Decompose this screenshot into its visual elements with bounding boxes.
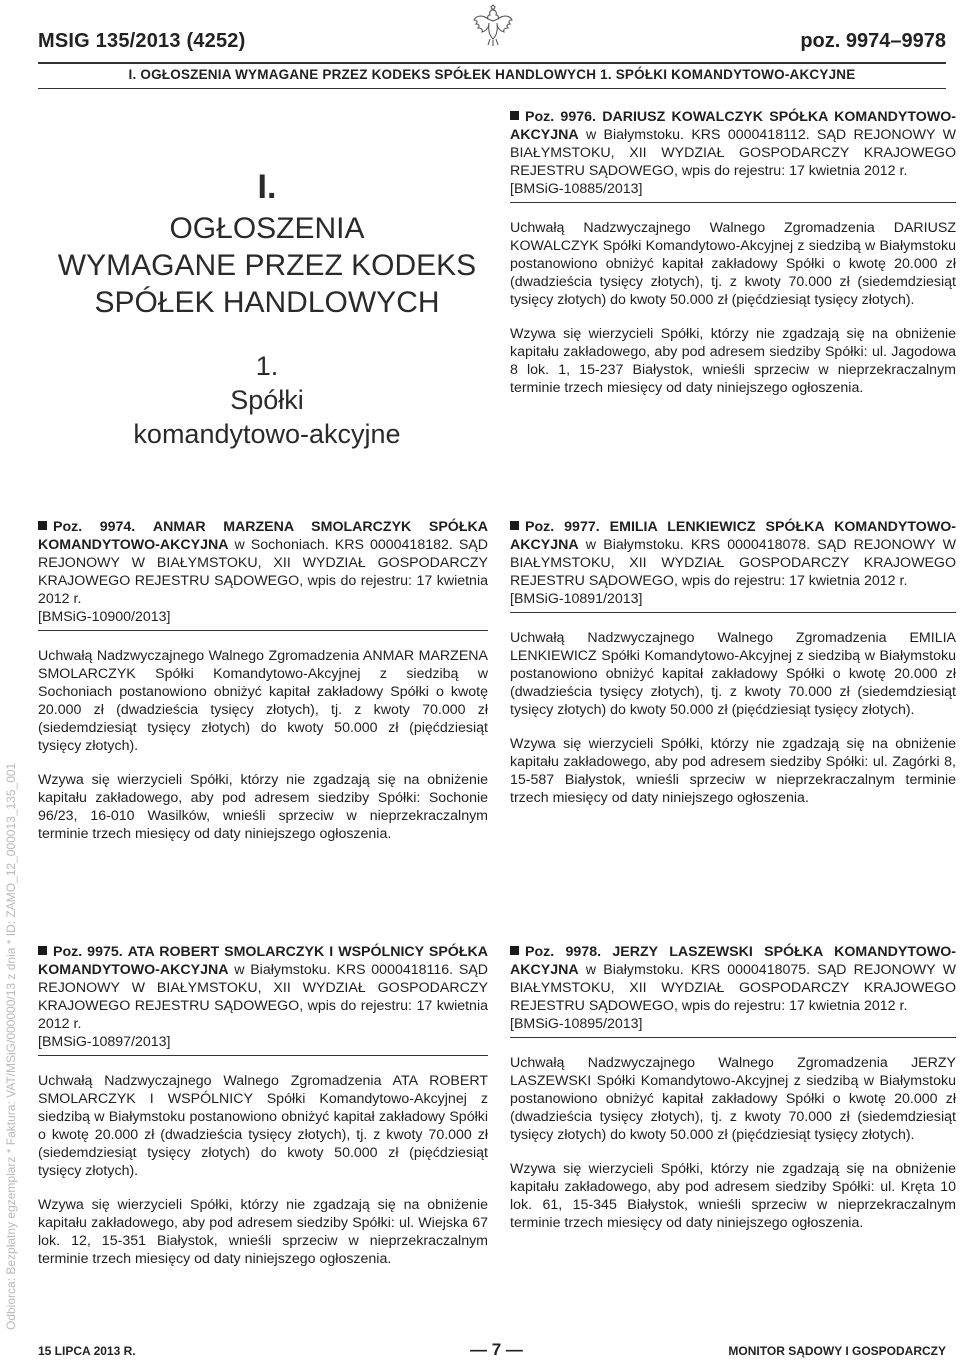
announcement-9975: [38, 943, 488, 1268]
subsection-title-line: komandytowo-akcyjne: [133, 419, 401, 449]
publication-date: 15 LIPCA 2013 R.: [38, 1344, 136, 1358]
section-breadcrumb: I. OGŁOSZENIA WYMAGANE PRZEZ KODEKS SPÓŁEK HANDLOWYCH 1. SPÓŁKI KOMANDYTOWO-AKCYJNE: [128, 67, 856, 82]
section-title-line: SPÓŁEK HANDLOWYCH: [94, 286, 440, 319]
announcement-body: Wzywa się wierzycieli Spółki, którzy nie zgadzają się na obniżenie kapitału zakładowego, aby pod adresem siedziby Spółki: Sochonie 96/23, 16-010 Wasilków, wnieśli sprzeciw w nieprzekraczalnym terminie trzech miesięcy od daty niniejszego ogłoszenia.: [38, 772, 488, 842]
registry-info: w Białymstoku. KRS 0000418116. SĄD REJONOWY W BIAŁYMSTOKU, XII WYDZIAŁ GOSPODARCZY KRAJOWEGO REJESTRU SĄDOWEGO, wpis do rejestru: 17 kwietnia 2012 r.: [38, 962, 488, 1032]
subsection-number: 1.: [255, 351, 279, 381]
company-name: DARIUSZ KOWALCZYK SPÓŁKA KOMANDYTOWO-AKCYJNA: [510, 109, 956, 143]
announcement-9974: [38, 518, 488, 843]
announcement-body: Uchwałą Nadzwyczajnego Walnego Zgromadzenia JERZY LASZEWSKI Spółki Komandytowo-Akcyjnej z siedzibą w Białymstoku postanowiono obniżyć kapitał zakładowy Spółki o kwotę 20.000 zł (dwadzieścia tysięcy złotych), tj. z kwoty 70.000 zł (siedemdziesiąt tysięcy złotych) do kwoty 50.000 zł (pięćdziesiąt tysięcy złotych).: [510, 1055, 956, 1143]
company-name: EMILIA LENKIEWICZ SPÓŁKA KOMANDYTOWO-AKCYJNA: [510, 519, 956, 553]
registry-info: w Sochoniach. KRS 0000418182. SĄD REJONOWY W BIAŁYMSTOKU, XII WYDZIAŁ GOSPODARCZY KRAJOWEGO REJESTRU SĄDOWEGO, wpis do rejestru: 17 kwietnia 2012 r.: [38, 537, 488, 607]
company-name: ANMAR MARZENA SMOLARCZYK SPÓŁKA KOMANDYTOWO-AKCYJNA: [38, 519, 488, 553]
announcement-ref: [BMSiG-10900/2013]: [38, 608, 488, 631]
announcement-body: Uchwałą Nadzwyczajnego Walnego Zgromadzenia ANMAR MARZENA SMOLARCZYK Spółki Komandytowo-Akcyjnej z siedzibą w Sochoniach postanowiono obniżyć kapitał zakładowy Spółki o kwotę 20.000 zł (dwadzieścia tysięcy złotych), tj. z kwoty 70.000 zł (siedemdziesiąt tysięcy złotych) do kwoty 50.000 zł (pięćdziesiąt tysięcy złotych).: [38, 648, 488, 754]
announcement-ref: [BMSiG-10885/2013]: [510, 180, 956, 203]
section-title: [38, 210, 496, 321]
registry-info: w Białymstoku. KRS 0000418075. SĄD REJONOWY W BIAŁYMSTOKU, XII WYDZIAŁ GOSPODARCZY KRAJOWEGO REJESTRU SĄDOWEGO, wpis do rejestru: 17 kwietnia 2012 r.: [510, 962, 956, 1014]
journal-issue: MSIG 135/2013 (4252): [38, 30, 246, 52]
announcement-body: Uchwałą Nadzwyczajnego Walnego Zgromadzenia EMILIA LENKIEWICZ Spółki Komandytowo-Akcyjnej z siedzibą w Białymstoku postanowiono obniżyć kapitał zakładowy Spółki o kwotę 20.000 zł (dwadzieścia tysięcy złotych), tj. z kwoty 70.000 zł (siedemdziesiąt tysięcy złotych) do kwoty 50.000 zł (pięćdziesiąt tysięcy złotych).: [510, 630, 956, 718]
position-number: Poz. 9974.: [53, 519, 136, 535]
bullet-icon: [38, 521, 47, 530]
announcement-header: [510, 108, 956, 180]
announcement-9978: [510, 943, 956, 1232]
bullet-icon: [510, 521, 519, 530]
announcement-body: Wzywa się wierzycieli Spółki, którzy nie zgadzają się na obniżenie kapitału zakładowego, aby pod adresem siedziby Spółki: ul. Jagodowa 8 lok. 1, 15-237 Białystok, wnieśli sprzeciw w nieprzekraczalnym terminie trzech miesięcy od daty niniejszego ogłoszenia.: [510, 326, 956, 396]
announcement-body: Wzywa się wierzycieli Spółki, którzy nie zgadzają się na obniżenie kapitału zakładowego, aby pod adresem siedziby Spółki: ul. Kręta 10 lok. 61, 15-345 Białystok, wnieśli sprzeciw w nieprzekraczalnym terminie trzech miesięcy od daty niniejszego ogłoszenia.: [510, 1161, 956, 1231]
item-range: poz. 9974–9978: [800, 30, 946, 52]
header-divider: [38, 62, 946, 64]
announcement-header: [38, 518, 488, 608]
section-number: I.: [257, 168, 277, 206]
position-number: Poz. 9976.: [525, 109, 596, 125]
company-name: JERZY LASZEWSKI SPÓŁKA KOMANDYTOWO-AKCYJNA: [510, 944, 956, 978]
announcement-header: [510, 943, 956, 1015]
position-number: Poz. 9978.: [525, 944, 602, 960]
announcement-ref: [BMSiG-10895/2013]: [510, 1015, 956, 1038]
announcement-body: Wzywa się wierzycieli Spółki, którzy nie zgadzają się na obniżenie kapitału zakładowego, aby pod adresem siedziby Spółki: ul. Zagórki 8, 15-587 Białystok, wnieśli sprzeciw w nieprzekraczalnym terminie trzech miesięcy od daty niniejszego ogłoszenia.: [510, 736, 956, 806]
announcement-ref: [BMSiG-10897/2013]: [38, 1033, 488, 1056]
announcement-body: Wzywa się wierzycieli Spółki, którzy nie zgadzają się na obniżenie kapitału zakładowego, aby pod adresem siedziby Spółki: ul. Wiejska 67 lok. 12, 15-351 Białystok, wnieśli sprzeciw w nieprzekraczalnym terminie trzech miesięcy od daty niniejszego ogłoszenia.: [38, 1197, 488, 1267]
announcement-9977: [510, 518, 956, 807]
bullet-icon: [510, 111, 519, 120]
header-divider-thin: [38, 88, 946, 89]
section-title-line: OGŁOSZENIA: [169, 212, 365, 245]
position-number: Poz. 9977.: [525, 519, 600, 535]
section-heading: [38, 168, 496, 451]
publication-name: MONITOR SĄDOWY I GOSPODARCZY: [728, 1344, 946, 1358]
bullet-icon: [510, 946, 519, 955]
subsection-title: [38, 383, 496, 451]
page-number: — 7 —: [470, 1340, 523, 1359]
bullet-icon: [38, 946, 47, 955]
eagle-emblem-icon: [470, 4, 516, 50]
company-name: ATA ROBERT SMOLARCZYK I WSPÓLNICY SPÓŁKA KOMANDYTOWO-AKCYJNA: [38, 944, 488, 978]
announcement-body: Uchwałą Nadzwyczajnego Walnego Zgromadzenia DARIUSZ KOWALCZYK Spółki Komandytowo-Akcyjnej z siedzibą w Białymstoku postanowiono obniżyć kapitał zakładowy Spółki o kwotę 20.000 zł (dwadzieścia tysięcy złotych), tj. z kwoty 70.000 zł (siedemdziesiąt tysięcy złotych) do kwoty 50.000 zł (pięćdziesiąt tysięcy złotych).: [510, 220, 956, 308]
registry-info: w Białymstoku. KRS 0000418078. SĄD REJONOWY W BIAŁYMSTOKU, XII WYDZIAŁ GOSPODARCZY KRAJOWEGO REJESTRU SĄDOWEGO, wpis do rejestru: 17 kwietnia 2012 r.: [510, 537, 956, 589]
announcement-header: [510, 518, 956, 590]
announcement-body: Uchwałą Nadzwyczajnego Walnego Zgromadzenia ATA ROBERT SMOLARCZYK I WSPÓLNICY Spółki Komandytowo-Akcyjnej z siedzibą w Białymstoku postanowiono obniżyć kapitał zakładowy Spółki o kwotę 20.000 zł (dwadzieścia tysięcy złotych), tj. z kwoty 70.000 zł (siedemdziesiąt tysięcy złotych) do kwoty 50.000 zł (pięćdziesiąt tysięcy złotych).: [38, 1073, 488, 1179]
announcement-header: [38, 943, 488, 1033]
announcement-9976: [510, 108, 956, 397]
subsection-title-line: Spółki: [230, 385, 304, 415]
watermark-text: Odbiorca: Bezpłatny egzemplarz * Faktura: VAT/MSiG/000000/13 z dnia * ID: ZAMO_12_000013_135_001: [4, 762, 18, 1330]
registry-info: w Białymstoku. KRS 0000418112. SĄD REJONOWY W BIAŁYMSTOKU, XII WYDZIAŁ GOSPODARCZY KRAJOWEGO REJESTRU SĄDOWEGO, wpis do rejestru: 17 kwietnia 2012 r.: [510, 127, 956, 179]
announcement-ref: [BMSiG-10891/2013]: [510, 590, 956, 613]
section-title-line: WYMAGANE PRZEZ KODEKS: [57, 249, 477, 282]
position-number: Poz. 9975.: [53, 944, 123, 960]
